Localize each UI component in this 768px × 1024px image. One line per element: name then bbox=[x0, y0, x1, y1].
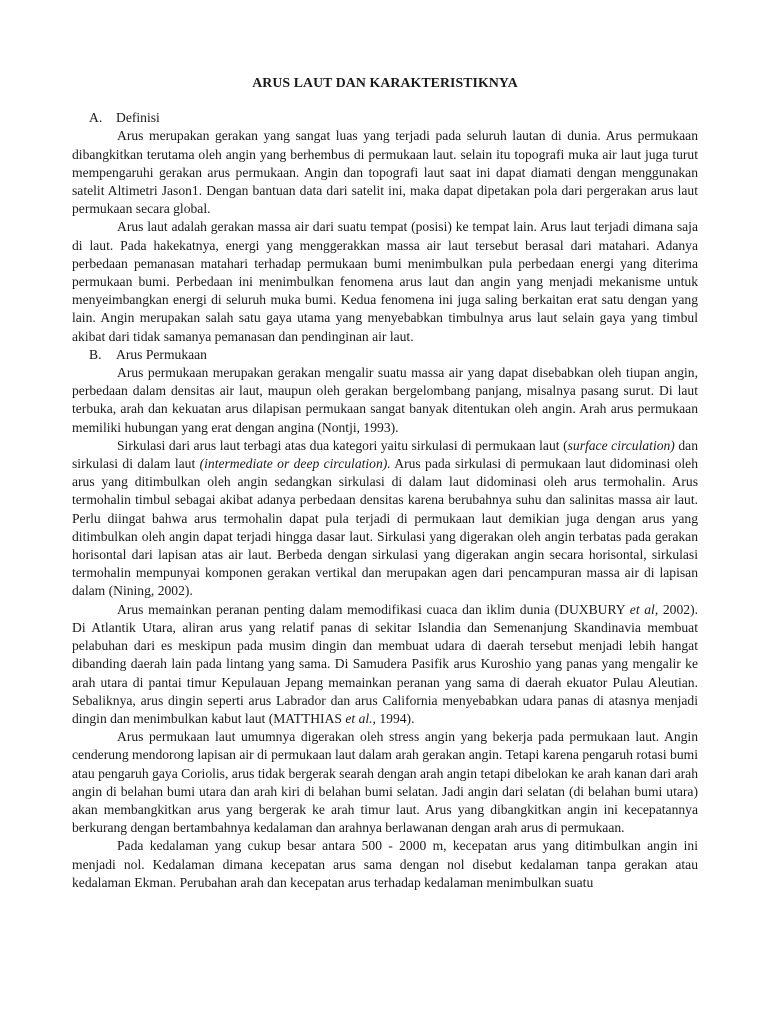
paragraph-text: dan sirkulasi di dalam laut bbox=[72, 437, 699, 472]
section-a-paragraph-1: Arus merupakan gerakan yang sangat luas yang terjadi pada seluruh lautan di dunia. Arus permukaan dibangkitkan terutama oleh angin yang berhembus di permukaan laut. selain itu topografi muka air laut juga turut mempengaruhi gerakan arus permukaan. Angin dan topografi laut saat ini dapat diamati dengan menggunakan satelit Altimetri Jason1. Dengan bantuan data dari satelit ini, maka dapat dipetakan pola dari pergerakan arus laut permukaan secara global. bbox=[72, 128, 698, 217]
section-b-paragraph-2 bbox=[72, 437, 698, 601]
section-a-number: A. bbox=[89, 110, 103, 126]
section-b-number: B. bbox=[89, 346, 102, 362]
section-b-paragraph-5: Pada kedalaman yang cukup besar antara 500 - 2000 m, kecepatan arus yang ditimbulkan angin ini menjadi nol. Kedalaman dimana kecepatan arus sama dengan nol disebut kedalaman tanpa gerakan atau kedalaman Ekman. Perubahan arah dan kecepatan arus terhadap kedalaman menimbulkan suatu bbox=[72, 838, 698, 890]
section-b-heading bbox=[72, 346, 698, 364]
section-b-paragraph-3 bbox=[72, 601, 698, 728]
italic-term: (intermediate or deep circulation). bbox=[199, 456, 391, 472]
document-title: ARUS LAUT DAN KARAKTERISTIKNYA bbox=[252, 75, 518, 90]
italic-term: surface circulation) bbox=[567, 437, 675, 453]
section-b-paragraph-4: Arus permukaan laut umumnya digerakan oleh stress angin yang bekerja pada permukaan laut. Angin cenderung mendorong lapisan air di permukaan laut dalam arah gerakan angin. Tetapi karena pengaruh rotasi bumi atau pengaruh gaya Coriolis, arus tidak bergerak searah dengan arah angin tetapi dibelokan ke arah kanan dari arah angin di belahan bumi utara dan arah kiri di belahan bumi selatan. Jadi angin dari selatan (di belahan bumi utara) akan membangkitkan arus yang bergerak ke arah timur laut. Arus yang dibangkitkan angin ini kecepatannya berkurang dengan bertambahnya kedalaman dan arahnya berlawanan dengan arah arus di permukaan. bbox=[72, 729, 698, 836]
section-b-paragraph-1: Arus permukaan merupakan gerakan mengalir suatu massa air yang dapat disebabkan oleh tiupan angin, perbedaan dalam densitas air laut, maupun oleh gerakan bergelombang panjang, misalnya pasang surut. Di laut terbuka, arah dan kekuatan arus dilapisan permukaan sangat banyak ditentukan oleh angin. Arah arus permukaan memiliki hubungan yang erat dengan angina (Nontji, 1993). bbox=[72, 365, 698, 435]
paragraph-text: 2002). Di Atlantik Utara, aliran arus yang relatif panas di sekitar Islandia dan Semenanjung Skandinavia membuat pelabuhan dari es meskipun pada musim dingin dan membuat udara di daerah tersebut menjadi lebih hangat dibanding daerah lain pada lintang yang sama. Di Samudera Pasifik arus Kuroshio yang panas yang mengalir ke arah utara di pantai timur Kepulauan Jepang memainkan peranan yang sama di daerah ekuator Pulau Aleutian. Sebaliknya, arus dingin seperti arus Labrador dan arus California menyebabkan udara panas di atasnya menjadi dingin dan menimbulkan kabut laut (MATTHIAS bbox=[72, 601, 699, 726]
section-a-heading bbox=[72, 109, 698, 127]
section-b-title: Arus Permukaan bbox=[116, 346, 207, 362]
italic-citation: et al., bbox=[345, 710, 376, 726]
italic-citation: et al, bbox=[629, 601, 659, 617]
paragraph-text: Arus memainkan peranan penting dalam memodifikasi cuaca dan iklim dunia (DUXBURY bbox=[117, 601, 630, 617]
document-page bbox=[72, 74, 698, 892]
paragraph-text: Arus pada sirkulasi di permukaan laut didominasi oleh arus yang ditimbulkan oleh angin sedangkan sirkulasi di dalam laut didominasi oleh arus termohalin. Arus termohalin timbul sebagai akibat adanya perbedaan densitas karena berubahnya suhu dan salinitas massa air laut. Perlu diingat bahwa arus termohalin dapat pula terjadi di permukaan laut demikian juga dengan arus yang ditimbulkan oleh angin dapat terjadi hingga dasar laut. Sirkulasi yang digerakan oleh angin terbatas pada gerakan horisontal dari lapisan atas air laut. Berbeda dengan sirkulasi yang digerakan angin secara horisontal, sirkulasi termohalin mempunyai komponen gerakan vertikal dan merupakan agen dari pencampuran massa air di lapisan dalam (Nining, 2002). bbox=[72, 456, 698, 599]
section-a-paragraph-2: Arus laut adalah gerakan massa air dari suatu tempat (posisi) ke tempat lain. Arus laut terjadi dimana saja di laut. Pada hakekatnya, energi yang menggerakkan massa air laut tersebut berasal dari matahari. Adanya perbedaan pemanasan matahari terhadap permukaan bumi menimbulkan pula perbedaan energi yang diterima permukaan bumi. Perbedaan ini menimbulkan fenomena arus laut dan angin yang menjadi mekanisme untuk menyeimbangkan energi di seluruh muka bumi. Kedua fenomena ini juga saling berkaitan erat satu dengan yang lain. Angin merupakan salah satu gaya utama yang menyebabkan timbulnya arus laut selain gaya yang timbul akibat dari tidak samanya pemanasan dan pendinginan air laut. bbox=[72, 219, 698, 344]
section-a-title: Definisi bbox=[116, 110, 160, 126]
paragraph-text: Sirkulasi dari arus laut terbagi atas dua kategori yaitu sirkulasi di permukaan laut ( bbox=[117, 437, 568, 453]
paragraph-text: 1994). bbox=[375, 710, 415, 726]
